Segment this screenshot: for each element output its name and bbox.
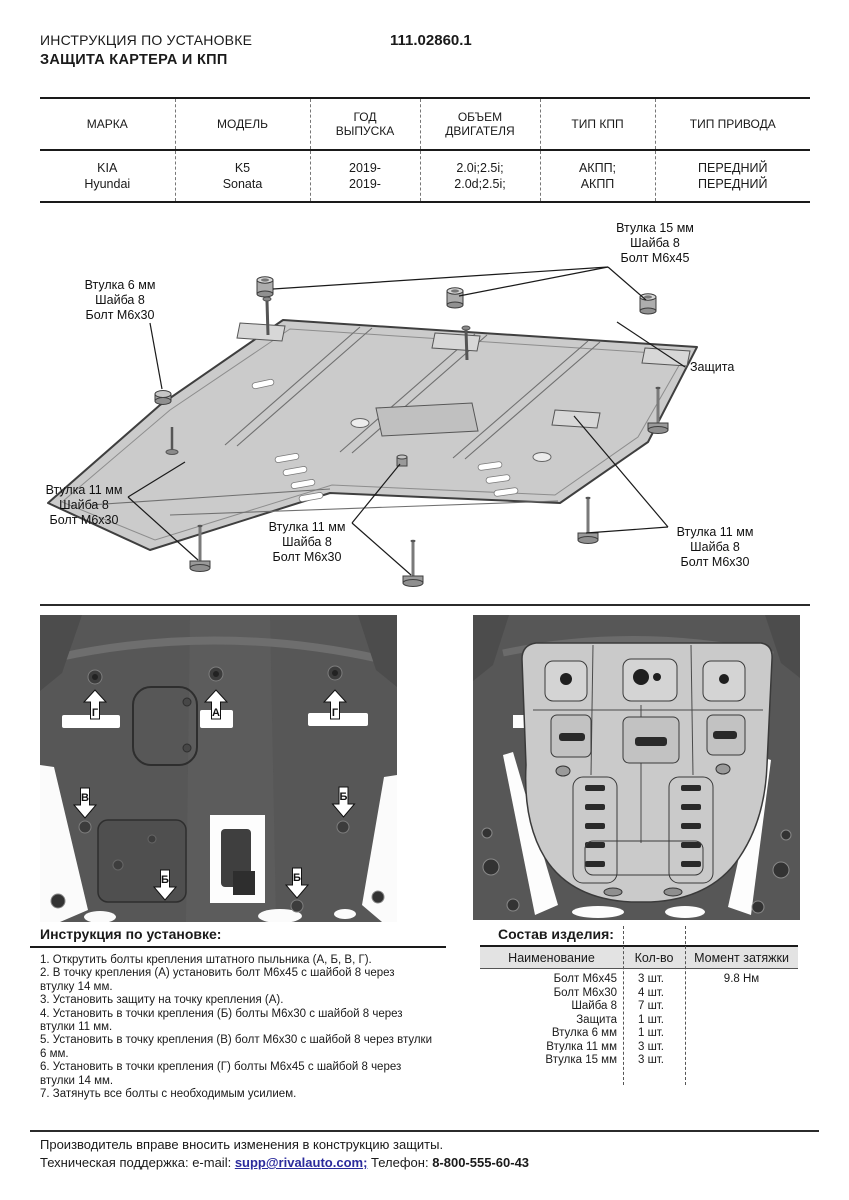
- header-cell-torque: Момент затяжки: [694, 950, 789, 965]
- fitment-cell-obem: 2.0i;2.5i; 2.0d;2.5i;: [420, 150, 540, 202]
- footer: [40, 1136, 529, 1172]
- marker-letter: Г: [91, 707, 99, 719]
- svg-text:Болт М6х30: Болт М6х30: [272, 550, 342, 564]
- header-cell-qty: Кол-во: [634, 950, 674, 965]
- support-phone: 8-800-555-60-43: [432, 1155, 530, 1170]
- parts-row: Втулка 15 мм 3 шт.: [545, 1054, 664, 1066]
- svg-text:Втулка 6 мм: Втулка 6 мм: [84, 278, 156, 292]
- plate-central-recess: [376, 403, 478, 436]
- section-divider: [40, 604, 810, 606]
- instruction-steps: [30, 954, 432, 1101]
- svg-text:Шайба 8: Шайба 8: [95, 293, 145, 307]
- svg-text:Шайба 8: Шайба 8: [690, 540, 740, 554]
- parts-row: Болт М6х30 4 шт.: [553, 986, 664, 999]
- parts-list: [480, 926, 798, 1086]
- parts-row: Болт М6х45 3 шт. 9.8 Нм: [553, 973, 760, 985]
- protection-diagram: [30, 205, 820, 605]
- support-email-link[interactable]: supp@rivalauto.com: [234, 1155, 364, 1170]
- header-cell-marka: МАРКА: [40, 98, 175, 150]
- parts-row: Втулка 6 мм 1 шт.: [551, 1027, 664, 1039]
- plate-nut: [397, 455, 407, 466]
- bushing-icon: [257, 277, 656, 314]
- fitment-cell-privod: ПЕРЕДНИЙ ПЕРЕДНИЙ: [655, 150, 810, 202]
- instruction-step: 2. В точку крепления (А) установить болт М6х45 с шайбой 8 через втулку 14 мм.: [40, 967, 395, 993]
- marker-letter: Б: [339, 791, 348, 803]
- marker-letter: В: [81, 792, 89, 804]
- callout-left-label: [85, 278, 156, 322]
- instruction-step: 7. Затянуть все болты с необходимым усилием.: [40, 1088, 297, 1101]
- parts-row: Защита 1 шт.: [576, 1013, 664, 1026]
- fitment-header-row: [40, 98, 810, 150]
- instruction-step: 6. Установить в точки крепления (Г) болты М6х45 с шайбой 8 через втулки 14 мм.: [40, 1061, 402, 1087]
- marker-letter: Б: [161, 874, 169, 886]
- parts-row: Втулка 11 мм 3 шт.: [546, 1040, 664, 1053]
- marker-letter: Г: [331, 707, 339, 719]
- callout-zashita-label: Защита: [690, 360, 735, 374]
- photo-mount-points: [40, 615, 397, 922]
- svg-text:Болт М6х30: Болт М6х30: [85, 308, 155, 322]
- part-number: 111.02860.1: [390, 32, 472, 49]
- callout-top-right-label: [616, 221, 694, 265]
- plate-hole: [351, 419, 369, 428]
- footer-support-line: [40, 1154, 529, 1172]
- table-divider: [685, 926, 686, 1085]
- parts-row: Шайба 8 7 шт.: [571, 1000, 664, 1012]
- svg-text:Втулка 11 мм: Втулка 11 мм: [45, 483, 123, 497]
- instruction-step: 1. Открутить болты крепления штатного пыльника (А, Б, В, Г).: [40, 954, 372, 966]
- header-cell-name: Наименование: [508, 950, 595, 965]
- fitment-cell-god: 2019- 2019-: [310, 150, 420, 202]
- callout-bottom-right-label: [677, 525, 754, 569]
- svg-text:Втулка 11 мм: Втулка 11 мм: [676, 525, 754, 539]
- svg-text:Болт М6х30: Болт М6х30: [680, 555, 750, 569]
- page-subtitle: ЗАЩИТА КАРТЕРА И КПП: [40, 52, 228, 68]
- email-separator: ;: [363, 1155, 368, 1170]
- marker-letter: Б: [293, 872, 301, 884]
- svg-text:Шайба 8: Шайба 8: [282, 535, 332, 549]
- instruction-step: 4. Установить в точки крепления (Б) болты М6х30 с шайбой 8 через втулки 11 мм.: [40, 1007, 403, 1034]
- svg-text:Втулка 15 мм: Втулка 15 мм: [616, 221, 694, 235]
- svg-text:Шайба 8: Шайба 8: [630, 236, 680, 250]
- phone-label: Телефон:: [367, 1155, 433, 1170]
- svg-text:Болт М6х30: Болт М6х30: [49, 513, 119, 527]
- callout-bottom-center-label: [269, 520, 346, 564]
- svg-text:Болт М6х45: Болт М6х45: [620, 251, 690, 265]
- header-cell-model: МОДЕЛЬ: [175, 98, 310, 150]
- parts-heading: Состав изделия:: [498, 926, 614, 942]
- footer-note: Производитель вправе вносить изменения в конструкцию защиты.: [40, 1137, 444, 1152]
- heading-underline: [30, 946, 446, 948]
- instruction-step: 3. Установить защиту на точку крепления (А).: [40, 994, 284, 1007]
- fitment-cell-marka: KIA Hyundai: [40, 150, 175, 202]
- photo-installed-plate: [473, 615, 800, 920]
- fitment-table: [40, 97, 810, 203]
- support-label: Техническая поддержка: e-mail:: [40, 1155, 235, 1170]
- parts-rows: [480, 969, 798, 1068]
- footer-divider: [30, 1130, 819, 1132]
- header-cell-god: ГОД ВЫПУСКА: [310, 98, 420, 150]
- header-cell-obem: ОБЪЕМ ДВИГАТЕЛЯ: [420, 98, 540, 150]
- svg-text:Втулка 11 мм: Втулка 11 мм: [268, 520, 346, 534]
- table-divider: [623, 926, 624, 1085]
- parts-header-row: [480, 947, 798, 969]
- page-title: ИНСТРУКЦИЯ ПО УСТАНОВКЕ: [40, 32, 253, 48]
- fitment-data-row: [40, 150, 810, 202]
- instruction-step: 5. Установить в точку крепления (В) болт М6х30 с шайбой 8 через втулки 6 мм.: [40, 1034, 433, 1060]
- instructions-heading: Инструкция по установке:: [40, 926, 222, 942]
- plate-hole: [533, 453, 551, 462]
- installed-plate-drawing: [522, 643, 772, 902]
- svg-text:Шайба 8: Шайба 8: [59, 498, 109, 512]
- fitment-cell-model: K5 Sonata: [175, 150, 310, 202]
- marker-letter: А: [212, 707, 220, 719]
- header-cell-kpp: ТИП КПП: [540, 98, 655, 150]
- washer-icon: [155, 391, 171, 405]
- header-cell-privod: ТИП ПРИВОДА: [655, 98, 810, 150]
- installation-instructions: [30, 926, 446, 1101]
- fitment-cell-kpp: АКПП; АКПП: [540, 150, 655, 202]
